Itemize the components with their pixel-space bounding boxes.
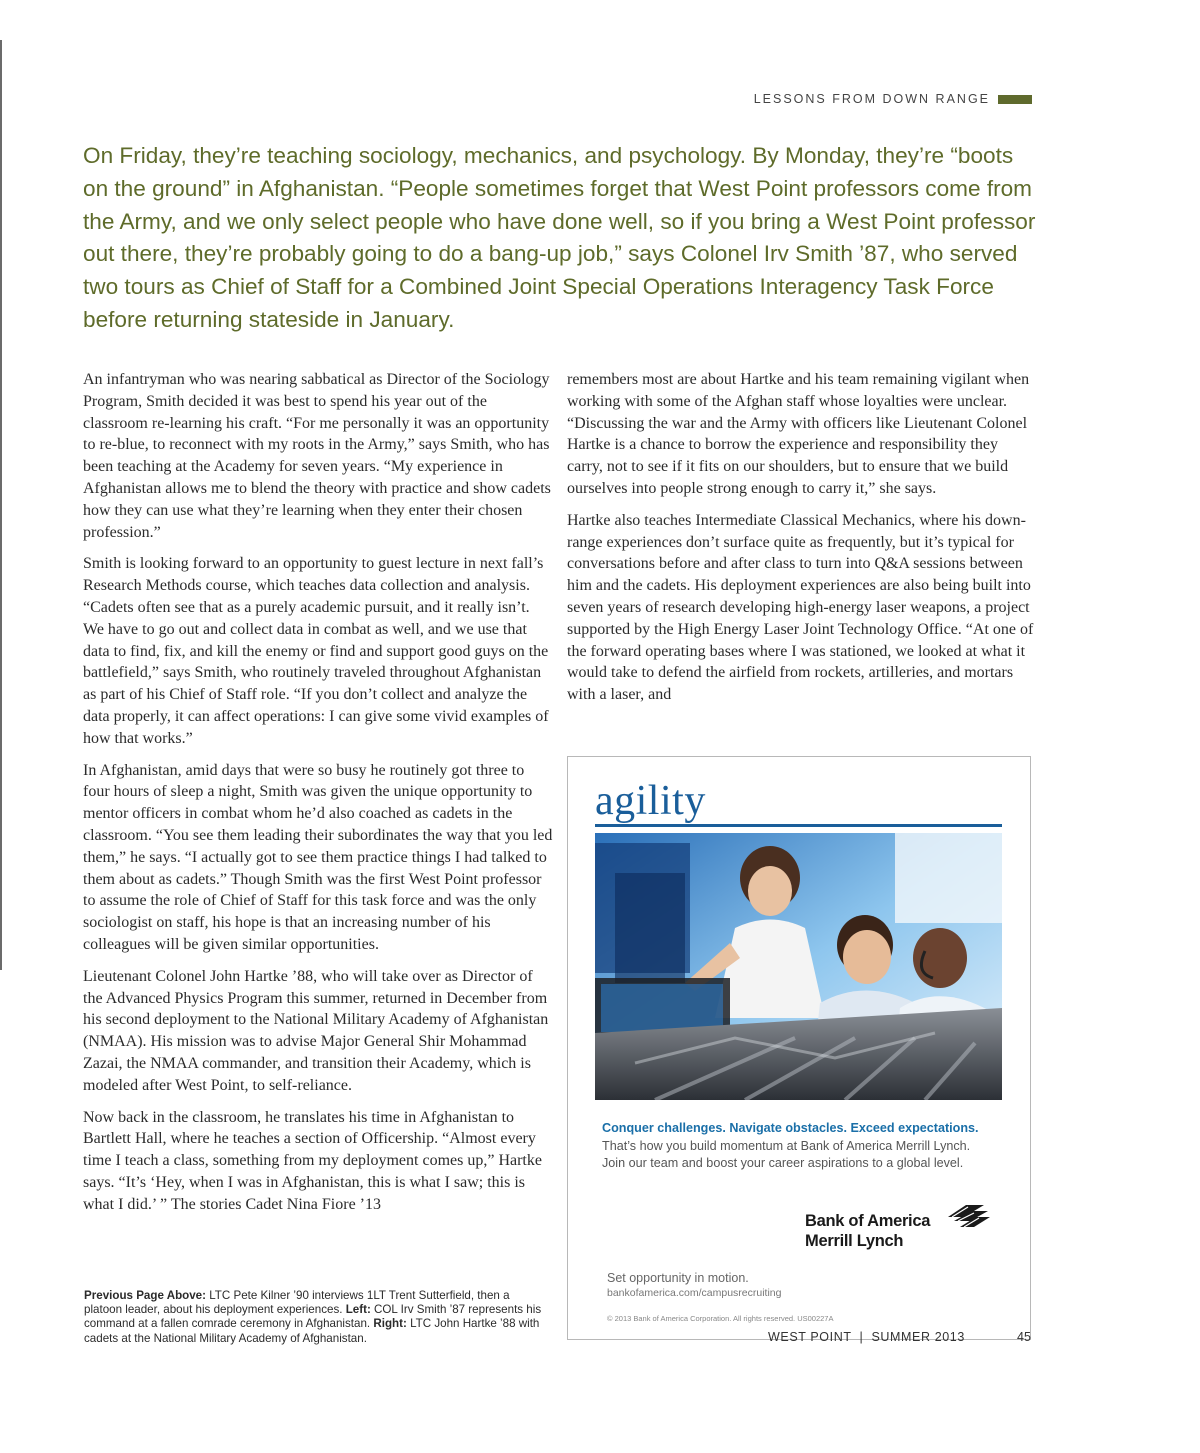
page-edge-line (0, 40, 2, 970)
article-paragraph: remembers most are about Hartke and his team remaining vigilant when working with some of the Afghan staff whose loyalties were unclear. “Discussing the war and the Army with officers like Lieutenant Colonel Hartke is a chance to borrow the experience and responsibility they carry, not to see if it fits on our shoulders, but to ensure that we build ourselves into people strong enough to carry it,” she says. (567, 371, 1030, 497)
caption-label: Right: (373, 1317, 407, 1331)
page-number: 45 (1017, 1330, 1031, 1344)
article-paragraph: An infantryman who was nearing sabbatical as Director of the Sociology Program, Smith decided it was best to spend his year out of the classroom re-learning his craft. “For me personally it was an opportunity to re-blue, to reconnect with my roots in the Army,” says Smith, who has been teaching at the Academy for seven years. “My experience in Afghanistan allows me to blend the theory with practice and show cadets how they can use what they’re learning when they enter their chosen profession.” (83, 371, 551, 541)
section-header-label: LESSONS FROM DOWN RANGE (753, 92, 990, 106)
caption-text: COL Irv Smith ’87 represents his command at a fallen comrade ceremony in Afghanistan. (84, 1303, 542, 1331)
ad-tagline: Conquer challenges. Navigate obstacles. Exceed expectations. (602, 1121, 979, 1135)
ad-slogan: Set opportunity in motion. (607, 1271, 749, 1285)
footer-publication: WEST POINT | SUMMER 2013 (768, 1330, 965, 1344)
photo-caption (84, 1289, 546, 1346)
ad-headline: agility (595, 778, 706, 824)
ad-photo-illustration (595, 833, 1002, 1100)
logo-line-1: Bank of America (805, 1212, 931, 1230)
intro-paragraph: On Friday, they’re teaching sociology, mechanics, and psychology. By Monday, they’re “boots on the ground” in Afghanistan. “People sometimes forget that West Point professors come from the Army, and we only select people who have done well, so if you bring a West Point professor out there, they’re probably going to do a bang-up job,” says Colonel Irv Smith ’87, who served two tours as Chief of Staff for a Combined Joint Special Operations Interagency Task Force before returning stateside in January. (83, 143, 1036, 332)
caption-text: LTC John Hartke ’88 with cadets at the National Military Academy of Afghanistan. (84, 1317, 540, 1345)
article-paragraph: Lieutenant Colonel John Hartke ’88, who will take over as Director of the Advanced Physics Program this summer, returned in December from his second deployment to the National Military Academy of Afghanistan (NMAA). His mission was to advise Major General Shir Mohammad Zazai, the NMAA commander, and transition their Academy, which is modeled after West Point, to self-reliance. (83, 967, 549, 1094)
caption-label: Left: (345, 1303, 371, 1317)
advertisement[interactable] (567, 756, 1031, 1340)
logo-line-2: Merrill Lynch (805, 1232, 904, 1250)
article-paragraph: Hartke also teaches Intermediate Classical Mechanics, where his down-range experiences don’t surface quite as frequently, but it’s typical for conversations before and after class to turn into Q&A sessions between him and the cadets. His deployment experiences are also being built into seven years of research developing high-energy laser weapons, a project supported by the High Energy Laser Joint Technology Office. “At one of the forward operating bases where I was stationed, we looked at what it would take to defend the airfield from rockets, artilleries, and mortars with a laser, and (567, 511, 1034, 704)
ad-body-text: That’s how you build momentum at Bank of America Merrill Lynch. Join our team and boost your career aspirations to a global level. (602, 1139, 971, 1170)
ad-url-link[interactable]: bankofamerica.com/campusrecruiting (607, 1287, 782, 1299)
section-header (754, 92, 1032, 106)
bank-of-america-flag-icon (944, 1203, 990, 1229)
caption-label: Previous Page Above: (84, 1289, 206, 1302)
caption-text: LTC Pete Kilner ’90 interviews 1LT Trent Sutterfield, then a platoon leader, about his deployment experiences. (84, 1289, 510, 1317)
article-right-column (567, 369, 1037, 716)
article-paragraph: In Afghanistan, amid days that were so busy he routinely got three to four hours of sleep a night, Smith was given the unique opportunity to mentor officers in combat whom he’d also coached as cadets in the classroom. “You see them leading their subordinates the way that you led them,” he says. “I actually got to see them practice things I had talked to them about as cadets.” Though Smith was the first West Point professor to assume the role of Chief of Staff for this task force and was the only sociologist on staff, his hope is that an increasing number of his colleagues will be given similar opportunities. (83, 761, 553, 953)
article-left-column (83, 369, 553, 1225)
ad-rule (595, 824, 1002, 827)
article-paragraph: Now back in the classroom, he translates his time in Afghanistan to Bartlett Hall, where he teaches a section of Officership. “Almost every time I teach a class, something from my deployment comes up,” Hartke says. “It’s ‘Hey, when I was in Afghanistan, this is what I saw; this is what I did.’ ” The stories Cadet Nina Fiore ’13 (83, 1108, 542, 1213)
bank-of-america-logo-text (805, 1211, 930, 1251)
article-paragraph: Smith is looking forward to an opportunity to guest lecture in next fall’s Research Methods course, which teaches data collection and analysis. “Cadets often see that as a purely academic pursuit, and it really isn’t. We have to go out and collect data in combat as well, and we use that data to find, fix, and kill the enemy or find and support good guys on the battlefield,” says Smith, who routinely traveled throughout Afghanistan as part of his Chief of Staff role. “If you don’t collect and analyze the data properly, it can affect operations: I can give some vivid examples of how that works.” (83, 555, 549, 747)
ad-photo (595, 833, 1002, 1100)
section-header-bar (998, 95, 1032, 104)
ad-copyright: © 2013 Bank of America Corporation. All rights reserved. US00227A (607, 1314, 834, 1323)
